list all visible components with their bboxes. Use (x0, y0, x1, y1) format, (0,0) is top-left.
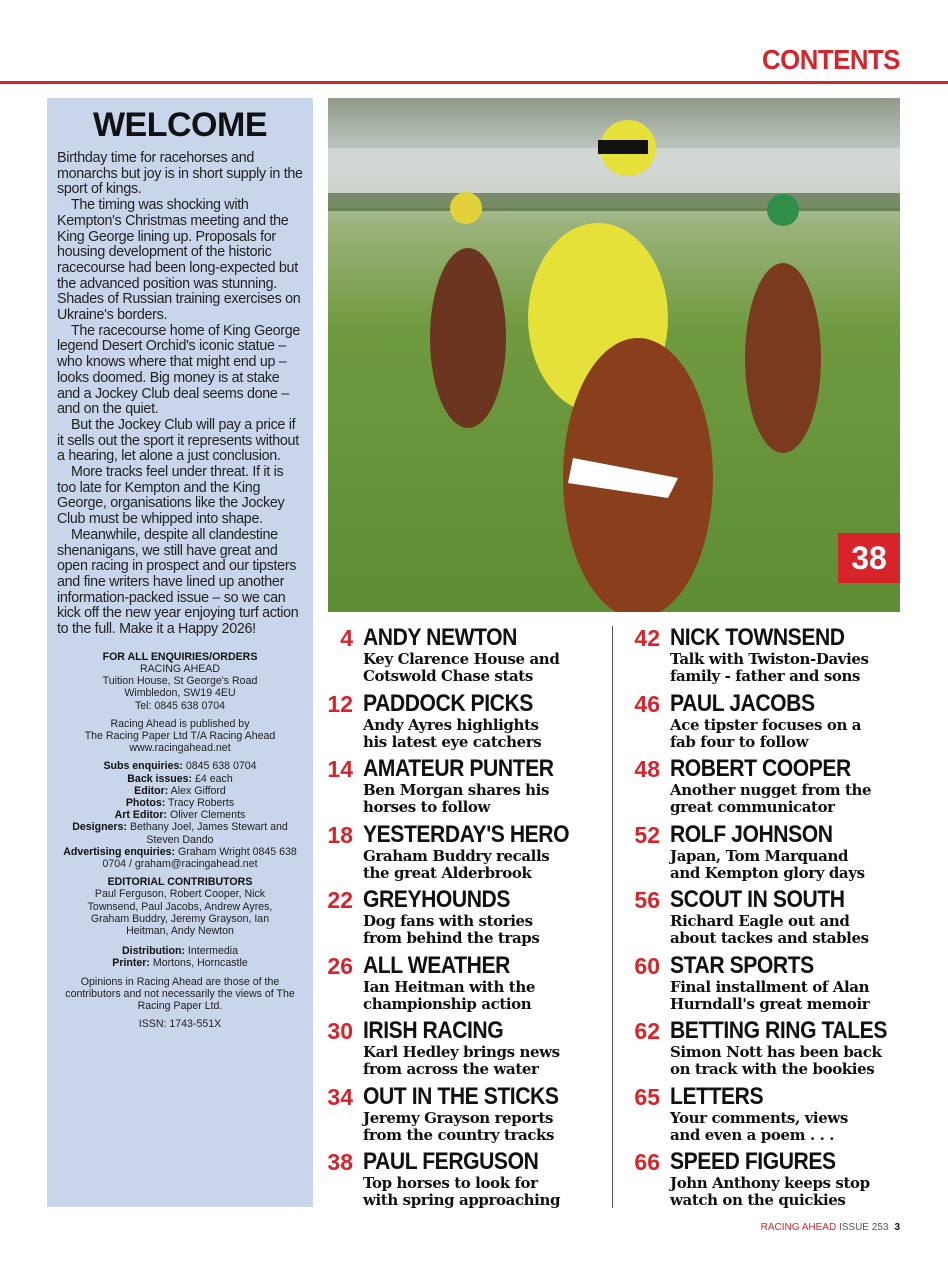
entry-description: Your comments, views (670, 1108, 848, 1127)
entry-description: championship action (363, 994, 532, 1013)
staff-line (57, 809, 303, 821)
entry-description: Talk with Twiston-Davies (670, 650, 869, 668)
page-number: 22 (327, 887, 353, 913)
welcome-heading: WELCOME (92, 106, 268, 144)
entry-description: with spring approaching (363, 1191, 561, 1209)
entry-title: ANDY NEWTON (363, 624, 517, 651)
entry-title: ROLF JOHNSON (670, 820, 833, 848)
contents-entry[interactable] (326, 1084, 606, 1150)
staff-value: £4 each (195, 772, 233, 785)
entry-body (363, 1149, 562, 1215)
contents-entry[interactable] (620, 887, 905, 953)
page-number: 52 (634, 821, 660, 848)
contents-entry[interactable] (326, 822, 606, 888)
page-number: 4 (340, 625, 353, 651)
staff-label: Art Editor: (114, 809, 168, 822)
page-number: 62 (634, 1018, 660, 1044)
entry-body (670, 1018, 917, 1084)
entry-body (363, 1018, 560, 1084)
entry-description: Richard Eagle out and (670, 912, 850, 930)
entry-title: LETTERS (670, 1082, 764, 1110)
entry-body (363, 887, 539, 953)
staff-label: Photos: (125, 797, 166, 810)
address-line: Tel: 0845 638 0704 (134, 699, 226, 712)
contents-entry[interactable] (620, 1018, 905, 1084)
entry-body (363, 1084, 585, 1150)
entry-description: Another nugget from the (670, 781, 872, 799)
contents-entry[interactable] (326, 1018, 606, 1084)
staff-line (57, 773, 303, 785)
entry-description: great communicator (670, 798, 835, 816)
entry-body (363, 822, 597, 888)
entry-body (670, 625, 869, 691)
entry-title: AMATEUR PUNTER (363, 755, 554, 782)
contents-entry[interactable] (620, 756, 905, 822)
contents-entry[interactable] (326, 1149, 606, 1215)
entry-title: PADDOCK PICKS (363, 689, 533, 717)
staff-line (57, 797, 303, 809)
contents-entry[interactable] (620, 1149, 905, 1215)
welcome-paragraph: The timing was shocking with Kempton's Christmas meeting and the King George lining up. Proposals for housing development of the historic racecourse had been long-expected but the advanced position was stunning. Shades of Russian training exercises on Ukraine's borders. (57, 197, 301, 324)
page-number: 18 (327, 821, 353, 848)
staff-label: Advertising enquiries: (63, 845, 176, 858)
staff-value: Alex Gifford (170, 784, 226, 797)
page-number: 66 (634, 1149, 660, 1175)
entry-description: and even a poem . . . (670, 1125, 835, 1144)
contents-column-right (620, 625, 905, 1215)
page-number: 65 (634, 1083, 660, 1110)
entry-description: fab four to follow (670, 732, 809, 751)
staff-line (57, 760, 303, 772)
page-number: 34 (327, 1083, 353, 1110)
entry-title: PAUL FERGUSON (363, 1148, 539, 1175)
staff-value: Tracy Roberts (168, 797, 235, 810)
contents-entry[interactable] (620, 625, 905, 691)
entry-description: and Kempton glory days (670, 863, 865, 882)
entry-description: horses to follow (363, 798, 490, 816)
page-number: 26 (327, 952, 353, 979)
address-line: RACING AHEAD (139, 663, 221, 675)
contents-entry[interactable] (620, 691, 905, 757)
contents-entry[interactable] (326, 756, 606, 822)
page-number: 56 (634, 887, 660, 913)
printer-label: Printer: (112, 957, 150, 970)
distribution-value: Intermedia (187, 945, 238, 958)
entry-title: ALL WEATHER (363, 951, 510, 979)
entry-description: Jeremy Grayson reports (363, 1108, 554, 1127)
racing-photo-illustration (328, 98, 900, 612)
entry-body (670, 756, 876, 822)
photo-page-badge: 38 (838, 533, 900, 583)
entry-title: NICK TOWNSEND (670, 624, 845, 651)
entry-description: Japan, Tom Marquand (670, 846, 849, 865)
entry-title: STAR SPORTS (670, 951, 814, 979)
entry-body (363, 953, 535, 1019)
page-number: 30 (327, 1018, 353, 1044)
entry-description: Key Clarence House and (363, 650, 560, 668)
entry-description: watch on the quickies (670, 1191, 846, 1209)
staff-label: Subs enquiries: (103, 760, 183, 773)
entry-body (670, 887, 869, 953)
staff-line (57, 821, 303, 845)
page-number: 38 (327, 1149, 353, 1175)
entry-body (363, 625, 559, 691)
page-number: 46 (634, 690, 660, 717)
publisher-line: Racing Ahead is published by (110, 717, 250, 730)
welcome-paragraph: But the Jockey Club will pay a price if it sells out the sport it represents without a hearing, let alone a just conclusion. (57, 416, 299, 465)
staff-line (57, 785, 303, 797)
welcome-paragraph: Birthday time for racehorses and monarchs but joy is in short supply in the sport of kings. (57, 150, 303, 198)
enquiries-heading: FOR ALL ENQUIRIES/ORDERS (102, 650, 258, 663)
footer-publication: RACING AHEAD (760, 1222, 837, 1233)
contents-entry[interactable] (326, 953, 606, 1019)
staff-value: Graham Wright 0845 638 0704 / graham@racingahead.net (102, 845, 297, 871)
publisher-line: The Racing Paper Ltd T/A Racing Ahead (84, 730, 276, 743)
page-number: 14 (327, 756, 353, 782)
entry-body (363, 756, 580, 822)
entry-body (670, 691, 861, 757)
entry-title: OUT IN THE STICKS (363, 1082, 559, 1110)
entry-description: his latest eye catchers (363, 732, 542, 751)
entry-title: IRISH RACING (363, 1017, 504, 1044)
entry-description: Ian Heitman with the (363, 977, 535, 996)
entry-body (670, 1149, 870, 1215)
welcome-paragraph: More tracks feel under threat. If it is too late for Kempton and the King George, organisations like the Jockey Club must be whipped into shape. (57, 464, 285, 528)
entry-description: on track with the bookies (670, 1060, 875, 1078)
contents-entry[interactable] (620, 953, 905, 1019)
entry-description: Karl Hedley brings news (363, 1043, 560, 1061)
entry-body (670, 822, 865, 888)
contents-entry[interactable] (326, 625, 606, 691)
staff-label: Editor: (134, 784, 169, 797)
page-title: CONTENTS (762, 44, 900, 75)
entry-title: YESTERDAY'S HERO (363, 820, 570, 848)
column-divider (612, 626, 613, 1208)
entry-description: Graham Buddry recalls (363, 846, 550, 865)
entry-description: from behind the traps (363, 929, 540, 947)
staff-value: 0845 638 0704 (185, 760, 257, 773)
staff-line (57, 846, 303, 870)
entry-description: Ben Morgan shares his (363, 781, 550, 799)
entry-description: family - father and sons (670, 667, 861, 685)
welcome-text (57, 151, 303, 638)
page-footer (761, 1222, 900, 1233)
page-number: 3 (894, 1222, 900, 1233)
entry-title: BETTING RING TALES (670, 1017, 887, 1044)
contributors-heading: EDITORIAL CONTRIBUTORS (107, 876, 253, 889)
contributors-list: Paul Ferguson, Robert Cooper, Nick Townsend, Paul Jacobs, Andrew Ayres, Graham Buddry, Jeremy Grayson, Ian Heitman, Andy Newton (87, 888, 273, 938)
entry-description: Andy Ayres highlights (363, 715, 539, 734)
entry-body (670, 1084, 848, 1150)
entry-title: SCOUT IN SOUTH (670, 886, 845, 913)
entry-description: Top horses to look for (363, 1174, 538, 1192)
welcome-sidebar (47, 98, 313, 1207)
entry-body (363, 691, 556, 757)
entry-title: ROBERT COOPER (670, 755, 851, 782)
entry-description: Dog fans with stories (363, 912, 533, 930)
distribution-label: Distribution: (122, 945, 185, 958)
contents-entry[interactable] (620, 1084, 905, 1150)
contents-entry[interactable] (326, 887, 606, 953)
entry-description: Cotswold Chase stats (363, 667, 533, 685)
entry-description: John Anthony keeps stop (670, 1174, 870, 1192)
welcome-paragraph: Meanwhile, despite all clandestine shenanigans, we still have great and open racing in prospect and our tipsters and fine writers have lined up another information-packed issue – so we can kick off the new year enjoying turf action to the full. Make it a Happy 2026! (57, 526, 299, 638)
credits (57, 651, 303, 1031)
address-line: Tuition House, St George's Road (102, 675, 258, 688)
welcome-paragraph: The racecourse home of King George legend Desert Orchid's iconic statue – who knows where that might end up – looks doomed. Big money is at stake and a Jockey Club deal seems done – and on the quiet. (57, 322, 301, 418)
entry-body (670, 953, 869, 1019)
page-number: 48 (634, 756, 660, 782)
header-rule (0, 81, 948, 84)
entry-description: Simon Nott has been back (670, 1043, 882, 1061)
entry-title: GREYHOUNDS (363, 886, 510, 913)
staff-value: Bethany Joel, James Stewart and Steven Dando (129, 821, 288, 846)
website-link[interactable]: www.racingahead.net (129, 742, 231, 755)
entry-description: about tackes and stables (670, 929, 869, 947)
page-number: 12 (327, 690, 353, 717)
entry-title: SPEED FIGURES (670, 1148, 836, 1175)
entry-description: Ace tipster focuses on a (670, 715, 862, 734)
issn: ISSN: 1743-551X (138, 1018, 222, 1031)
staff-label: Designers: (72, 821, 127, 834)
entry-description: the great Alderbrook (363, 863, 532, 882)
address-line: Wimbledon, SW19 4EU (124, 687, 236, 700)
page-number: 42 (634, 625, 660, 651)
disclaimer: Opinions in Racing Ahead are those of the contributors and not necessarily the views of The Racing Paper Ltd. (65, 975, 295, 1013)
staff-value: Oliver Clements (169, 809, 246, 822)
contents-entry[interactable] (620, 822, 905, 888)
entry-title: PAUL JACOBS (670, 689, 815, 717)
printer-value: Mortons, Horncastle (152, 957, 248, 970)
footer-issue: ISSUE 253 (838, 1222, 889, 1233)
entry-description: from the country tracks (363, 1125, 555, 1144)
cover-photo-horse-racing (328, 98, 900, 612)
page-number: 60 (634, 952, 660, 979)
entry-description: Hurndall's great memoir (670, 994, 870, 1013)
staff-label: Back issues: (127, 772, 193, 785)
contents-column-left (326, 625, 606, 1215)
entry-description: Final installment of Alan (670, 977, 870, 996)
entry-description: from across the water (363, 1060, 539, 1078)
contents-entry[interactable] (326, 691, 606, 757)
